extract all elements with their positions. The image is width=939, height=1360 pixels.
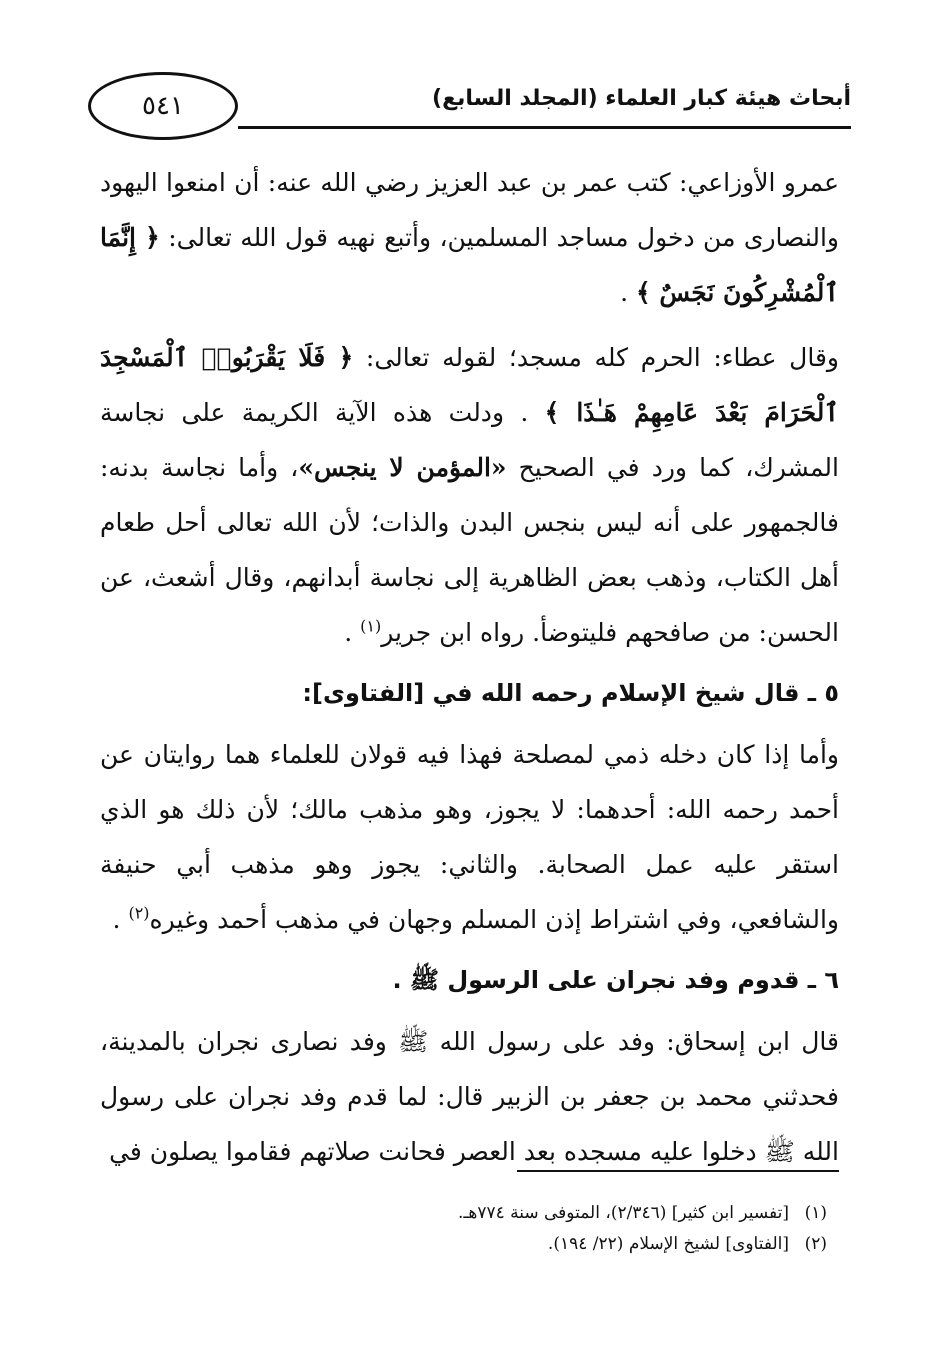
section-heading-5: ٥ ـ قال شيخ الإسلام رحمه الله في [الفتاوى]: [302, 679, 839, 707]
footnote-reference[interactable]: (١) [360, 616, 382, 636]
paragraph-najran [100, 1014, 839, 1179]
paragraph-end: . [112, 905, 129, 934]
footnote-number: (١) [804, 1203, 827, 1223]
paragraph-text: . ودلت هذه الآية الكريمة على نجاسة المشرك، كما ورد في الصحيح [100, 398, 839, 482]
main-text [100, 155, 839, 1179]
paragraph-end: . [620, 278, 636, 307]
footnote-1 [100, 1198, 827, 1229]
footnote-text: [الفتاوى] لشيخ الإسلام (٢٢/ ١٩٤). [547, 1234, 789, 1254]
footnote-2 [100, 1229, 827, 1260]
header-rule [238, 126, 851, 129]
hadith-quote: «المؤمن لا ينجس» [298, 453, 507, 482]
paragraph-text: ، وأما نجاسة بدنه: فالجمهور على أنه ليس بنجس البدن والذات؛ لأن الله تعالى أحل طعام أهل الكتاب، وذهب بعض الظاهرية إلى نجاسة أبدانهم، وقال أشعث، عن الحسن: من صافحهم فليتوضأ. رواه ابن جرير [100, 453, 839, 647]
page-number: ٥٤١ [88, 72, 238, 140]
footnote-number: (٢) [804, 1234, 827, 1254]
paragraph-text: قال ابن إسحاق: وفد على رسول الله ﷺ وفد نصارى نجران بالمدينة، فحدثني محمد بن جعفر بن الزبير قال: لما قدم وفد نجران على رسول الله ﷺ دخلوا عليه مسجده بعد العصر فحانت صلاتهم فقاموا يصلون في [100, 1027, 839, 1166]
paragraph-awzai [100, 155, 839, 320]
footnotes [100, 1198, 827, 1260]
footnote-text: [تفسير ابن كثير] (٢/٣٤٦)، المتوفى سنة ٧٧٤هـ. [457, 1203, 789, 1223]
running-title: أبحاث هيئة كبار العلماء (المجلد السابع) [432, 86, 851, 111]
paragraph-fatawa [100, 727, 839, 947]
paragraph-text: وأما إذا كان دخله ذمي لمصلحة فهذا فيه قولان للعلماء هما روايتان عن أحمد رحمه الله: أحدهما: لا يجوز، وهو مذهب مالك؛ لأن ذلك هو الذي استقر عليه عمل الصحابة. والثاني: يجوز وهو مذهب أبي حنيفة والشافعي، وفي اشتراط إذن المسلم وجهان في مذهب أحمد وغيره [100, 740, 839, 934]
page-header [88, 62, 851, 137]
paragraph-text: وقال عطاء: الحرم كله مسجد؛ لقوله تعالى: [353, 343, 839, 372]
paragraph-end: . [344, 618, 361, 647]
footnote-divider [517, 1170, 839, 1172]
footnote-reference[interactable]: (٢) [128, 903, 150, 923]
quran-verse: ﴿ فَلَا يَقْرَبُوا۟ ٱلْمَسْجِدَ ٱلْحَرَامَ بَعْدَ عَامِهِمْ هَـٰذَا ﴾ [100, 343, 839, 427]
quran-verse: ﴿ إِنَّمَا ٱلْمُشْرِكُونَ نَجَسٌ ﴾ [100, 223, 839, 307]
paragraph-text: عمرو الأوزاعي: كتب عمر بن عبد العزيز رضي الله عنه: أن امنعوا اليهود والنصارى من دخول مساجد المسلمين، وأتبع نهيه قول الله تعالى: [100, 168, 840, 252]
paragraph-ata [100, 330, 839, 660]
section-heading-6: ٦ ـ قدوم وفد نجران على الرسول ﷺ . [392, 966, 839, 994]
